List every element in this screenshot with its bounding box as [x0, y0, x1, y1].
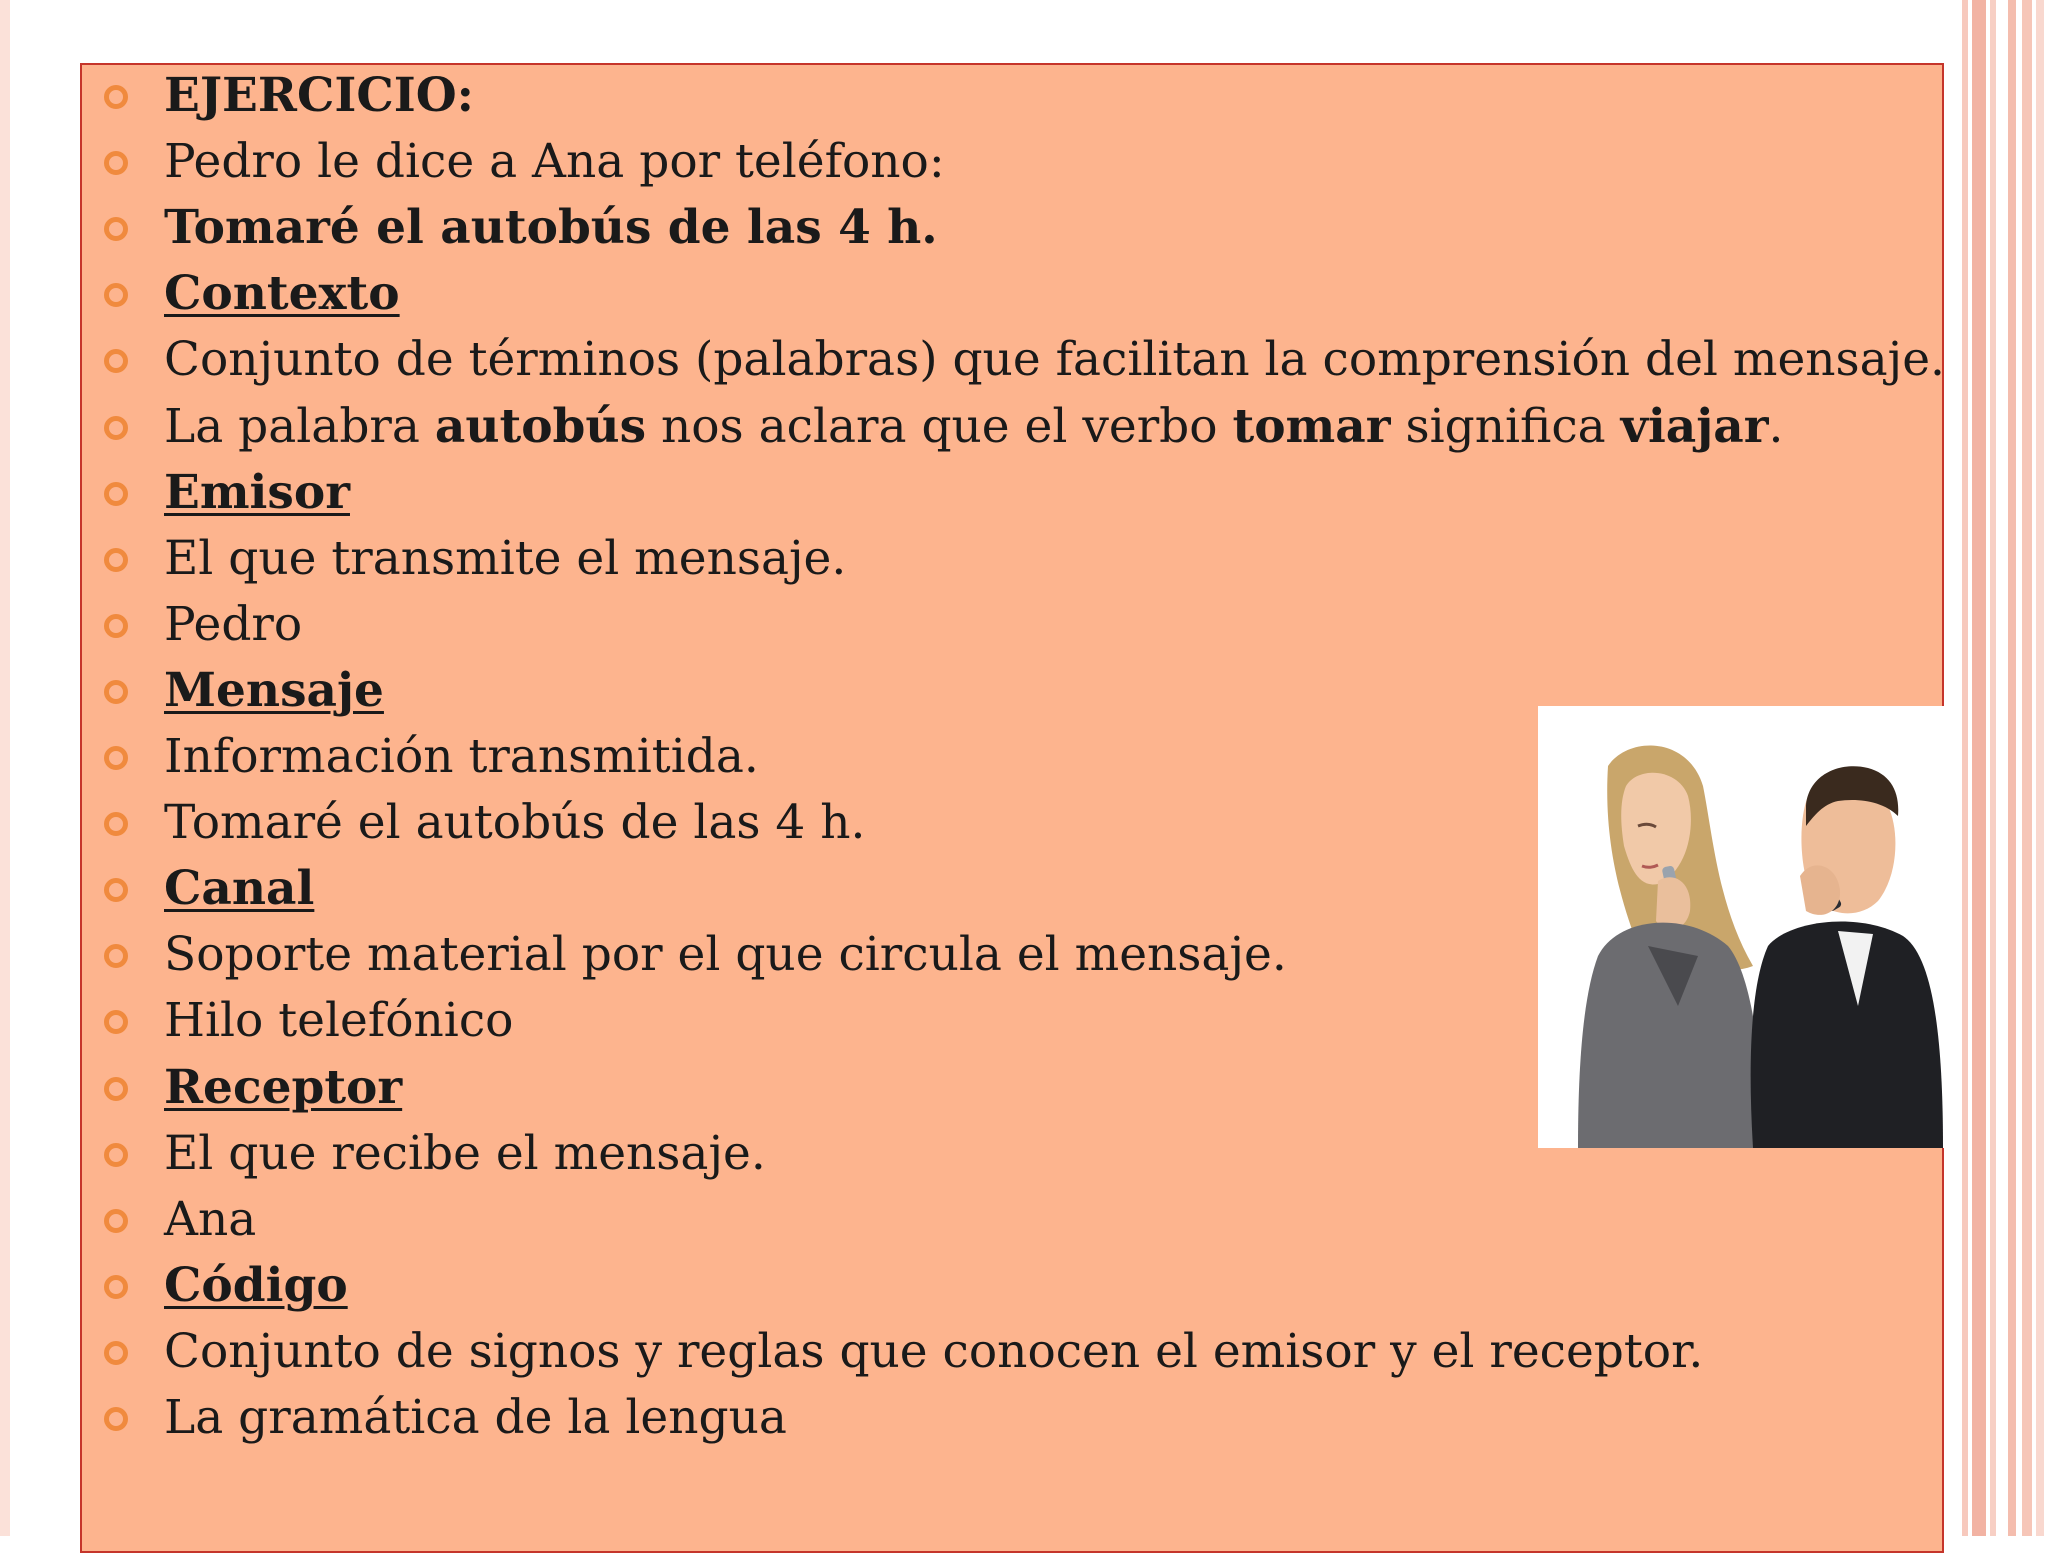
bullet-icon: [104, 1407, 128, 1431]
list-item-text: [164, 195, 938, 261]
bullet-icon: [104, 614, 128, 638]
text-run: Pedro: [164, 596, 303, 652]
text-run: El que transmite el mensaje.: [164, 530, 847, 586]
decorative-stripe: [1990, 0, 1996, 1536]
bullet-icon: [104, 283, 128, 307]
list-item-text: [164, 129, 945, 195]
decorative-stripe: [1972, 0, 1986, 1536]
bullet-icon: [104, 151, 128, 175]
list-item-text: [164, 658, 384, 724]
list-item-text: [164, 394, 1783, 460]
text-run: Información transmitida.: [164, 729, 759, 784]
list-item-text: [164, 327, 1945, 393]
bullet-icon: [104, 416, 128, 440]
text-run: EJERCICIO:: [164, 68, 475, 123]
list-item-text: [164, 526, 846, 592]
bullet-icon: [104, 812, 128, 836]
text-run: Conjunto de signos y reglas que conocen el emisor y el receptor.: [164, 1323, 1704, 1379]
people-on-phone-photo: [1538, 706, 1954, 1148]
list-item-text: [164, 1319, 1703, 1385]
bullet-icon: [104, 1341, 128, 1365]
text-run: autobús: [434, 398, 647, 454]
bullet-icon: [104, 85, 128, 109]
bullet-icon: [104, 1077, 128, 1101]
bullet-icon: [104, 1275, 128, 1299]
text-run: La palabra: [164, 398, 435, 454]
bullet-icon: [104, 217, 128, 241]
text-run: Ana: [164, 1191, 257, 1247]
list-item-text: [164, 724, 759, 790]
text-run: Mensaje: [164, 662, 384, 718]
text-run: Soporte material por el que circula el mensaje.: [164, 927, 1287, 983]
bullet-icon: [104, 1010, 128, 1034]
text-run: Código: [164, 1257, 348, 1313]
list-item-text: [164, 63, 474, 129]
text-run: tomar: [1232, 398, 1391, 454]
text-run: .: [1768, 398, 1784, 454]
bullet-icon: [104, 944, 128, 968]
list-item-text: [164, 1385, 787, 1451]
text-run: El que recibe el mensaje.: [164, 1125, 766, 1181]
list-item-text: [164, 988, 513, 1054]
decorative-stripe: [2036, 0, 2044, 1536]
bullet-icon: [104, 1143, 128, 1167]
list-item-text: [164, 856, 314, 922]
text-run: La gramática de la lengua: [164, 1390, 787, 1445]
decorative-stripe: [2022, 0, 2032, 1536]
bullet-icon: [104, 878, 128, 902]
list-item-text: [164, 261, 400, 327]
slide-left-edge: [0, 0, 10, 1536]
text-run: Conjunto de términos (palabras) que facilitan la comprensión del mensaje.: [164, 332, 1945, 388]
list-item-text: [164, 460, 350, 526]
text-run: Emisor: [164, 464, 350, 520]
list-item-text: [164, 790, 866, 856]
list-item-text: [164, 1187, 256, 1253]
text-run: nos aclara que el verbo: [646, 398, 1233, 454]
text-run: Canal: [164, 861, 315, 917]
text-run: Contexto: [164, 266, 400, 322]
text-run: viajar: [1620, 398, 1769, 454]
list-item-text: [164, 922, 1287, 988]
text-run: Pedro le dice a Ana por teléfono:: [164, 134, 945, 190]
bullet-icon: [104, 746, 128, 770]
decorative-stripe: [2008, 0, 2016, 1536]
list-item-text: [164, 1253, 348, 1319]
bullet-icon: [104, 482, 128, 506]
text-run: Receptor: [164, 1059, 403, 1115]
list-item-text: [164, 1055, 402, 1121]
list-item-text: [164, 1121, 766, 1187]
bullet-icon: [104, 680, 128, 704]
text-run: Tomaré el autobús de las 4 h.: [164, 795, 866, 851]
slide-content-box: [80, 63, 1944, 1553]
decorative-stripe: [1962, 0, 1968, 1536]
text-run: Tomaré el autobús de las 4 h.: [164, 200, 938, 256]
people-on-phone-illustration: [1538, 706, 1954, 1148]
bullet-icon: [104, 548, 128, 572]
text-run: significa: [1390, 398, 1621, 454]
bullet-icon: [104, 349, 128, 373]
list-item-text: [164, 592, 302, 658]
bullet-icon: [104, 1209, 128, 1233]
text-run: Hilo telefónico: [164, 993, 514, 1049]
